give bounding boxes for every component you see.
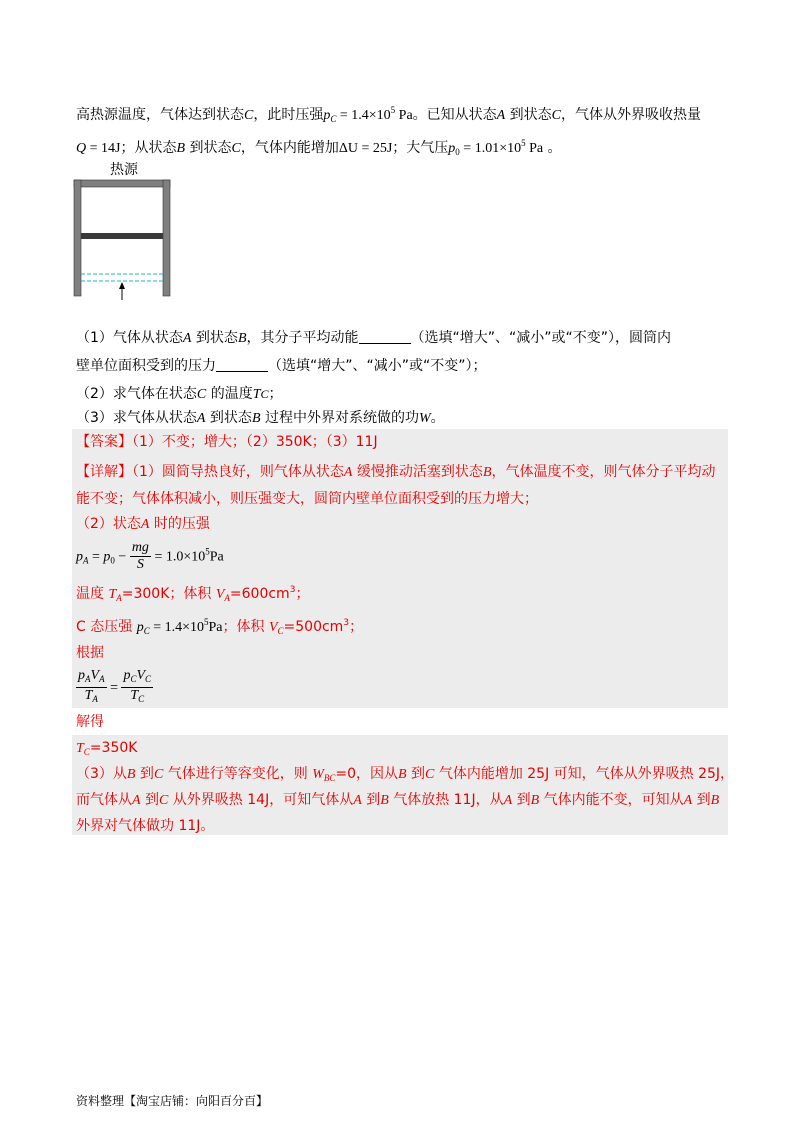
question-1-line-2: 壁单位面积受到的压力 （选填“增大”、“减小”或“不变”）； [76,358,487,374]
detail-label: 【详解】 [76,464,132,480]
detail-temp-volume-a: 温度 $T_A=300K$；体积 $V_A=600cm^3$； [76,585,310,603]
fraction-left: $\frac{p_AV_A}{T_A}$ [78,668,105,704]
right-wall [163,180,170,296]
left-wall [74,180,81,296]
fraction-right: $\frac{p_CV_C}{T_C}$ [123,668,152,704]
top-wall [74,180,170,187]
equation-pressure-a: $p_A = p_0$ − $\frac{mg}{S}$ = $1.0\times 10^5Pa$ [76,540,224,572]
answer-blank-1[interactable] [359,329,411,344]
detail-result-tc: $T_C=350K$ [76,740,138,757]
detail-line-1: 【详解】（1）圆筒导热良好，则气体从状态A 缓慢推动活塞到状态B，气体温度不变，则气体分子平均动 [76,464,716,480]
equation-gas-law: $\frac{p_AV_A}{T_A}$ = $\frac{p_CV_C}{T_C}$ [76,668,153,707]
cylinder-diagram [70,160,180,304]
detail-state-c: C 态压强 $p_C = 1.4\times 10^5Pa$；体积 $V_C=500cm^3$； [76,617,364,636]
answer-line [76,432,378,452]
arrow-head [119,282,125,289]
detail-part3-line-2: 而气体从A 到C 从外界吸热 14J，可知气体从A 到B 气体放热 11J，从A 到B 气体内能不变，可知从A 到B [76,792,720,808]
detail-line-2: 能不变；气体体积减小，则压强变大，圆筒内壁单位面积受到的压力增大； [76,491,538,507]
answer-blank-2[interactable] [216,357,268,372]
detail-part3-line-3: 外界对气体做功 11J。 [76,818,215,834]
question-3: （3）求气体从状态A 到状态B 过程中外界对系统做的功W。 [76,410,445,426]
heat-source-label: 热源 [110,162,138,178]
answer-label: 【答案】 [76,434,132,450]
problem-line-2: Q = 14J；从状态B 到状态C，气体内能增加ΔU = 25J；大气压$p_0 = 1.01\times 10^5$ Pa 。 [76,138,562,157]
answer-text: （1）不变；增大；（2）350K；（3）11J [132,434,378,450]
problem-line-1: 高热源温度，气体达到状态C，此时压强$p_C = 1.4\times 10^5$ Pa。已知从状态A 到状态C，气体从外界吸收热量 [76,105,702,124]
detail-part3-line-1: （3）从B 到C 气体进行等容变化，则 $W_{BC}=0$，因从B 到C 气体内能增加 25J 可知，气体从外界吸热 25J， [76,766,735,783]
cylinder-svg [70,160,180,300]
detail-according: 根据 [76,645,104,661]
question-1-line-1: （1）气体从状态A 到状态B，其分子平均动能 （选填“增大”、“减小”或“不变”），圆筒内 [76,330,672,346]
piston [81,233,163,239]
question-2: （2）求气体在状态C 的温度TC； [76,386,283,402]
fraction-mg-s: $\frac{mg}{S}$ [131,540,149,572]
footer-source: 资料整理【淘宝店铺：向阳百分百】 [76,1094,269,1108]
detail-solve: 解得 [76,714,104,730]
detail-line-3: （2）状态A 时的压强 [76,516,210,532]
